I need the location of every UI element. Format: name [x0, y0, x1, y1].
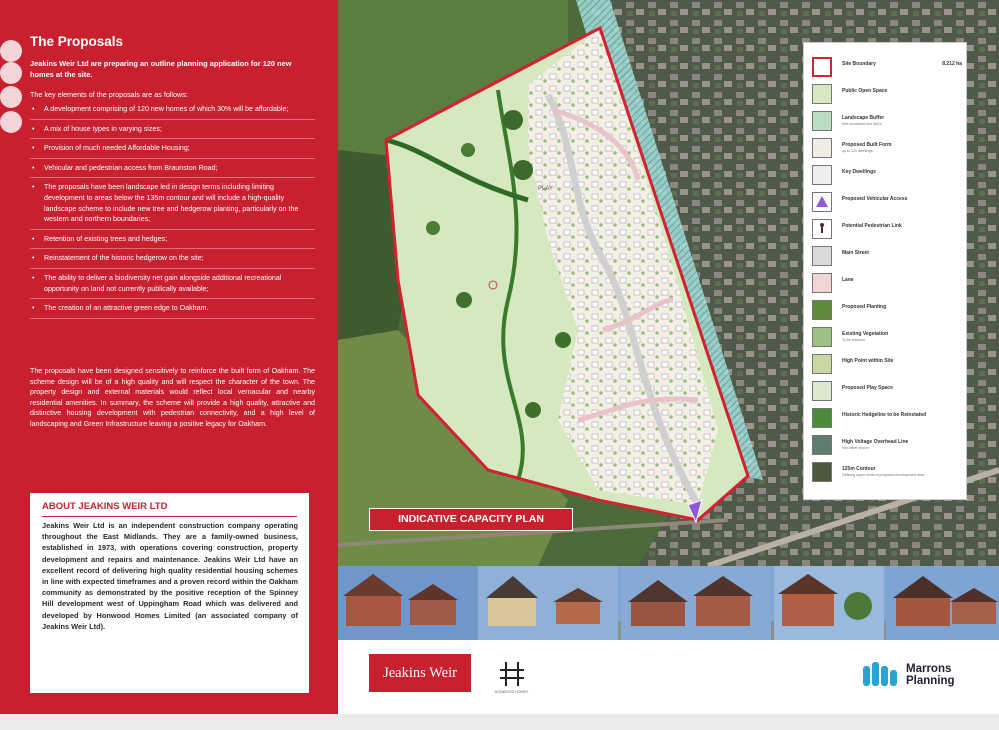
map-legend [803, 42, 967, 500]
planting-swatch-icon [812, 300, 832, 320]
proposals-list [30, 104, 315, 323]
built-form-swatch-icon [812, 138, 832, 158]
sponsor-logos [338, 640, 999, 714]
legend-sublabel: To be retained [842, 338, 865, 342]
overhead-line-swatch-icon [812, 435, 832, 455]
legend-label: Proposed Play Space [842, 385, 893, 391]
marrons-line2: Planning [906, 675, 955, 687]
marrons-logo-icon [862, 658, 900, 692]
open-space-swatch-icon [812, 84, 832, 104]
divider [42, 516, 297, 517]
proposals-lead: The key elements of the proposals are as follows: [30, 90, 188, 99]
page-background [0, 714, 999, 730]
legend-row [812, 192, 962, 214]
proposal-point: • Provision of much needed Affordable Housing; [30, 143, 315, 159]
vehicular-access-icon [812, 192, 832, 212]
pedestrian-link-icon [812, 219, 832, 239]
legend-row [812, 327, 962, 349]
legend-row [812, 381, 962, 403]
legend-label: Potential Pedestrian Link [842, 223, 902, 229]
about-box [30, 493, 309, 693]
legend-sublabel: up to 120 dwellings [842, 149, 873, 153]
proposal-point: • The ability to deliver a biodiversity net gain alongside additional recreational opportunity on land not currently publically available; [30, 273, 315, 299]
marrons-logo-text [906, 663, 955, 687]
main-street-swatch-icon [812, 246, 832, 266]
legend-row [812, 435, 962, 457]
proposals-panel [0, 0, 338, 714]
legend-label: 125m Contour [842, 466, 876, 472]
legend-row [812, 138, 962, 160]
legend-label: Proposed Planting [842, 304, 887, 310]
legend-label: Existing Vegetation [842, 331, 889, 337]
contour-swatch-icon [812, 462, 832, 482]
legend-sublabel: Not offset shown [842, 446, 869, 450]
legend-label: Site Boundary [842, 61, 876, 67]
site-area-value: 8.212 ha [942, 61, 962, 67]
honwood-caption: HONWOOD HOMES [494, 690, 529, 694]
legend-label: Proposed Built Form [842, 142, 892, 148]
proposal-point: • A mix of house types in varying sizes; [30, 124, 315, 140]
key-dwellings-swatch-icon [812, 165, 832, 185]
housing-photo-strip [338, 566, 999, 640]
proposal-point: • The proposals have been landscape led in design terms including limiting development to areas below the 135m contour and will include a high-quality landscape scheme to include new tree and hedgerow planting, particularly on the western and northern boundaries; [30, 182, 315, 229]
legend-sublabel: Wet woodland and SuDs [842, 122, 882, 126]
legend-label: Historic Hedgeline to be Reinstated [842, 412, 927, 418]
legend-label: High Point within Site [842, 358, 894, 364]
legend-row [812, 57, 962, 79]
legend-row [812, 354, 962, 376]
decorative-circle [0, 40, 22, 62]
vegetation-swatch-icon [812, 327, 832, 347]
proposal-point: • Vehicular and pedestrian access from Braunston Road; [30, 163, 315, 179]
jeakins-weir-logo: Jeakins Weir [369, 654, 471, 692]
boundary-swatch-icon [812, 57, 832, 77]
legend-label: Proposed Vehicular Access [842, 196, 908, 202]
legend-row [812, 462, 962, 484]
legend-row [812, 273, 962, 295]
legend-row [812, 246, 962, 268]
proposals-title: The Proposals [30, 34, 124, 49]
legend-label: Lane [842, 277, 854, 283]
legend-label: Public Open Space [842, 88, 888, 94]
legend-sublabel: Defining upper limits of proposed development area [842, 473, 925, 477]
high-point-swatch-icon [812, 354, 832, 374]
example-homes-photos [338, 566, 999, 640]
legend-row [812, 111, 962, 133]
plan-label: INDICATIVE CAPACITY PLAN [369, 508, 573, 531]
legend-label: Main Street [842, 250, 869, 256]
proposal-point: • A development comprising of 120 new homes of which 30% will be affordable; [30, 104, 315, 120]
proposal-point: • Retention of existing trees and hedges; [30, 234, 315, 250]
legend-row [812, 408, 962, 430]
legend-label: Key Dwellings [842, 169, 876, 175]
proposal-point: • The creation of an attractive green edge to Oakham. [30, 303, 315, 319]
decorative-circle [0, 111, 22, 133]
marrons-line1: Marrons [906, 663, 952, 675]
legend-row [812, 84, 962, 106]
lane-swatch-icon [812, 273, 832, 293]
about-title: ABOUT JEAKINS WEIR LTD [42, 501, 168, 512]
play-label: PLAY [538, 186, 553, 192]
decorative-circle [0, 86, 22, 108]
legend-row [812, 300, 962, 322]
proposals-summary: The proposals have been designed sensitively to reinforce the built form of Oakham. The scheme design will be of a high quality and will respect the character of the town. The property design and external materials would reflect local vernacular and nearby residential amenities. In summary, the scheme will provide a high quality, attractive and distinctive housing development with pedestrian connectivity, and a high level of landscaping and Green Infrastructure leaving a positive legacy for Oakham. [30, 367, 315, 428]
decorative-circle [0, 62, 22, 84]
proposal-point: • Reinstatement of the historic hedgerow on the site; [30, 253, 315, 269]
play-space-swatch-icon [812, 381, 832, 401]
legend-label: Landscape Buffer [842, 115, 885, 121]
legend-row [812, 165, 962, 187]
proposals-intro: Jeakins Weir Ltd are preparing an outline planning application for 120 new homes at the site. [30, 59, 292, 79]
legend-row [812, 219, 962, 241]
buffer-swatch-icon [812, 111, 832, 131]
legend-label: High Voltage Overhead Line [842, 439, 909, 445]
hedgeline-swatch-icon [812, 408, 832, 428]
about-body: Jeakins Weir Ltd is an independent construction company operating throughout the East Midlands. They are a family-owned business, established in 1973, with operations covering construction, property development and repairs and maintenance. Jeakins Weir Ltd have an excellent record of delivering high quality residential housing schemes in line with expected timeframes and a proven record within the Oakham community as demonstrated by the positive reception of the Spinney Hill development west of Uppingham Road which was delivered and developed by Honwood Homes Limited (an associated company of Jeakins Weir Ltd). [42, 521, 298, 631]
